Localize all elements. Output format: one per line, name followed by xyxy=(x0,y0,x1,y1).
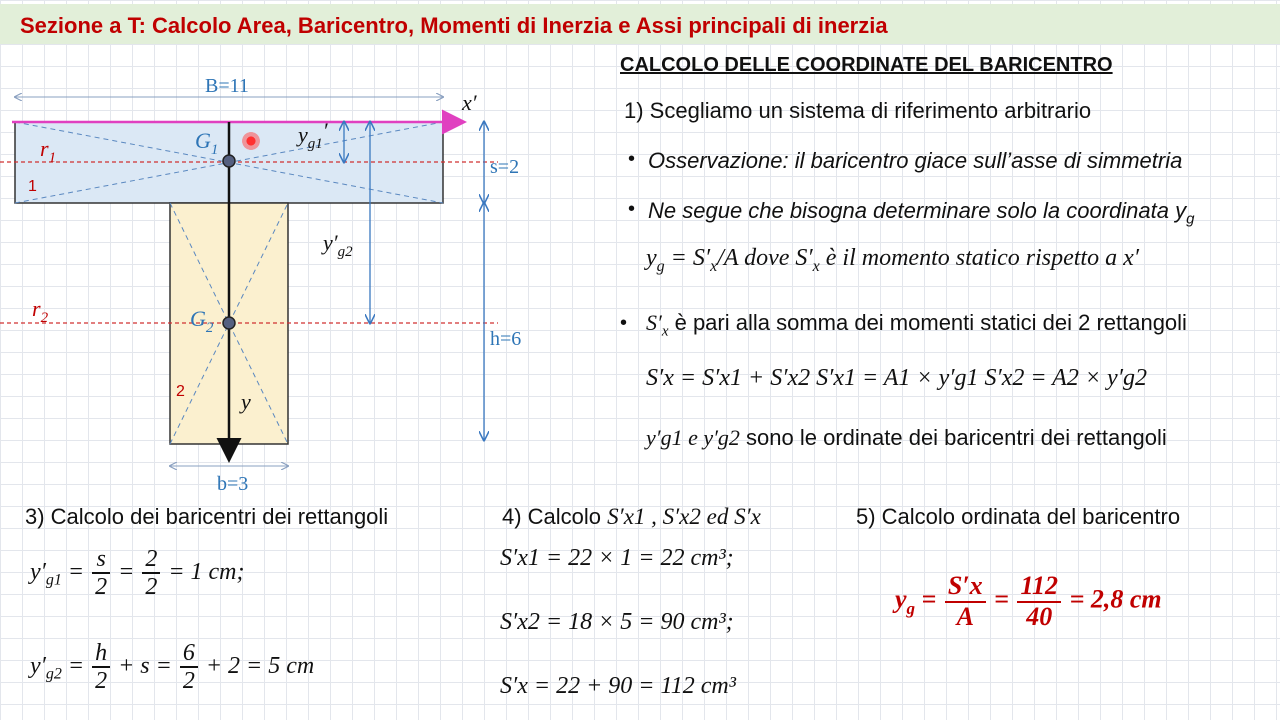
r2-label: $r_2$ xyxy=(32,296,49,326)
yg-formula: $y_g = S'_x/A$ dove $S'_x$ è il momento statico rispetto a x′ xyxy=(646,245,1139,275)
g2-point xyxy=(223,317,235,329)
bullet-icon: • xyxy=(620,312,628,334)
sx2-line: S′x2 = 18 × 5 = 90 cm³; xyxy=(500,609,734,635)
h-label: h=6 xyxy=(490,328,522,350)
r1-label: $r_1$ xyxy=(40,136,57,166)
yg1-equation: $y'_{g1}$ = $\frac{s}{2}$ = $\frac{2}{2}$ = 1 cm; xyxy=(30,546,245,601)
step3-title: 3) Calcolo dei baricentri dei rettangoli xyxy=(25,504,389,529)
b-width-label: B=11 xyxy=(205,75,249,97)
rect1-number: 1 xyxy=(28,178,37,195)
rect2-number: 2 xyxy=(176,383,185,400)
g1-label: $G_1$ xyxy=(195,128,219,158)
bullet-icon: • xyxy=(628,148,636,170)
yg-result: $y_g$ = $\frac{S'x}{A}$ = $\frac{112}{40}$ = 2,8 cm xyxy=(895,571,1162,631)
yg2-equation: $y'_{g2}$ = $\frac{h}{2}$ + s = $\frac{6}{2}$ + 2 = 5 cm xyxy=(30,640,315,695)
x-prime-label: x′ xyxy=(462,90,477,115)
sx-total-line: S′x = 22 + 90 = 112 cm³ xyxy=(500,673,736,699)
ordinate-note: y′g1 e y′g2 sono le ordinate dei baricentri dei rettangoli xyxy=(646,425,1167,450)
step1-text: 1) Scegliamo un sistema di riferimento arbitrario xyxy=(624,98,1092,123)
bullet-determine: Ne segue che bisogna determinare solo la coordinata $y_g$ xyxy=(648,198,1195,228)
page-title: Sezione a T: Calcolo Area, Baricentro, Momenti di Inerzia e Assi principali di inerzia xyxy=(20,13,888,38)
yg1-label: $y_{g1}'$ xyxy=(298,118,328,152)
g1-point xyxy=(223,155,235,167)
sum-equations: S′x = S′x1 + S′x2 S′x1 = A1 × y′g1 S′x2 = A2 × y′g2 xyxy=(646,365,1147,391)
bullet-observation: Osservazione: il baricentro giace sull’asse di simmetria xyxy=(648,148,1183,173)
section-title: CALCOLO DELLE COORDINATE DEL BARICENTRO xyxy=(620,54,1113,76)
pointer-dot xyxy=(242,132,260,150)
bullet-sum: $S'_x$ è pari alla somma dei momenti statici dei 2 rettangoli xyxy=(646,310,1187,340)
small-b-label: b=3 xyxy=(217,473,249,490)
sx1-line: S′x1 = 22 × 1 = 22 cm³; xyxy=(500,545,734,571)
s-label: s=2 xyxy=(490,156,520,178)
yg2-label: $y'_{g2}$ xyxy=(323,230,353,260)
g2-label: $G_2$ xyxy=(190,306,214,336)
step4-title: 4) Calcolo S′x1 , S′x2 ed S′x xyxy=(502,504,761,529)
bullet-icon: • xyxy=(628,198,636,220)
t-section-diagram xyxy=(0,50,560,490)
header-bar xyxy=(0,4,1280,44)
step5-title: 5) Calcolo ordinata del baricentro xyxy=(856,504,1181,529)
y-axis-label: y xyxy=(241,389,251,414)
